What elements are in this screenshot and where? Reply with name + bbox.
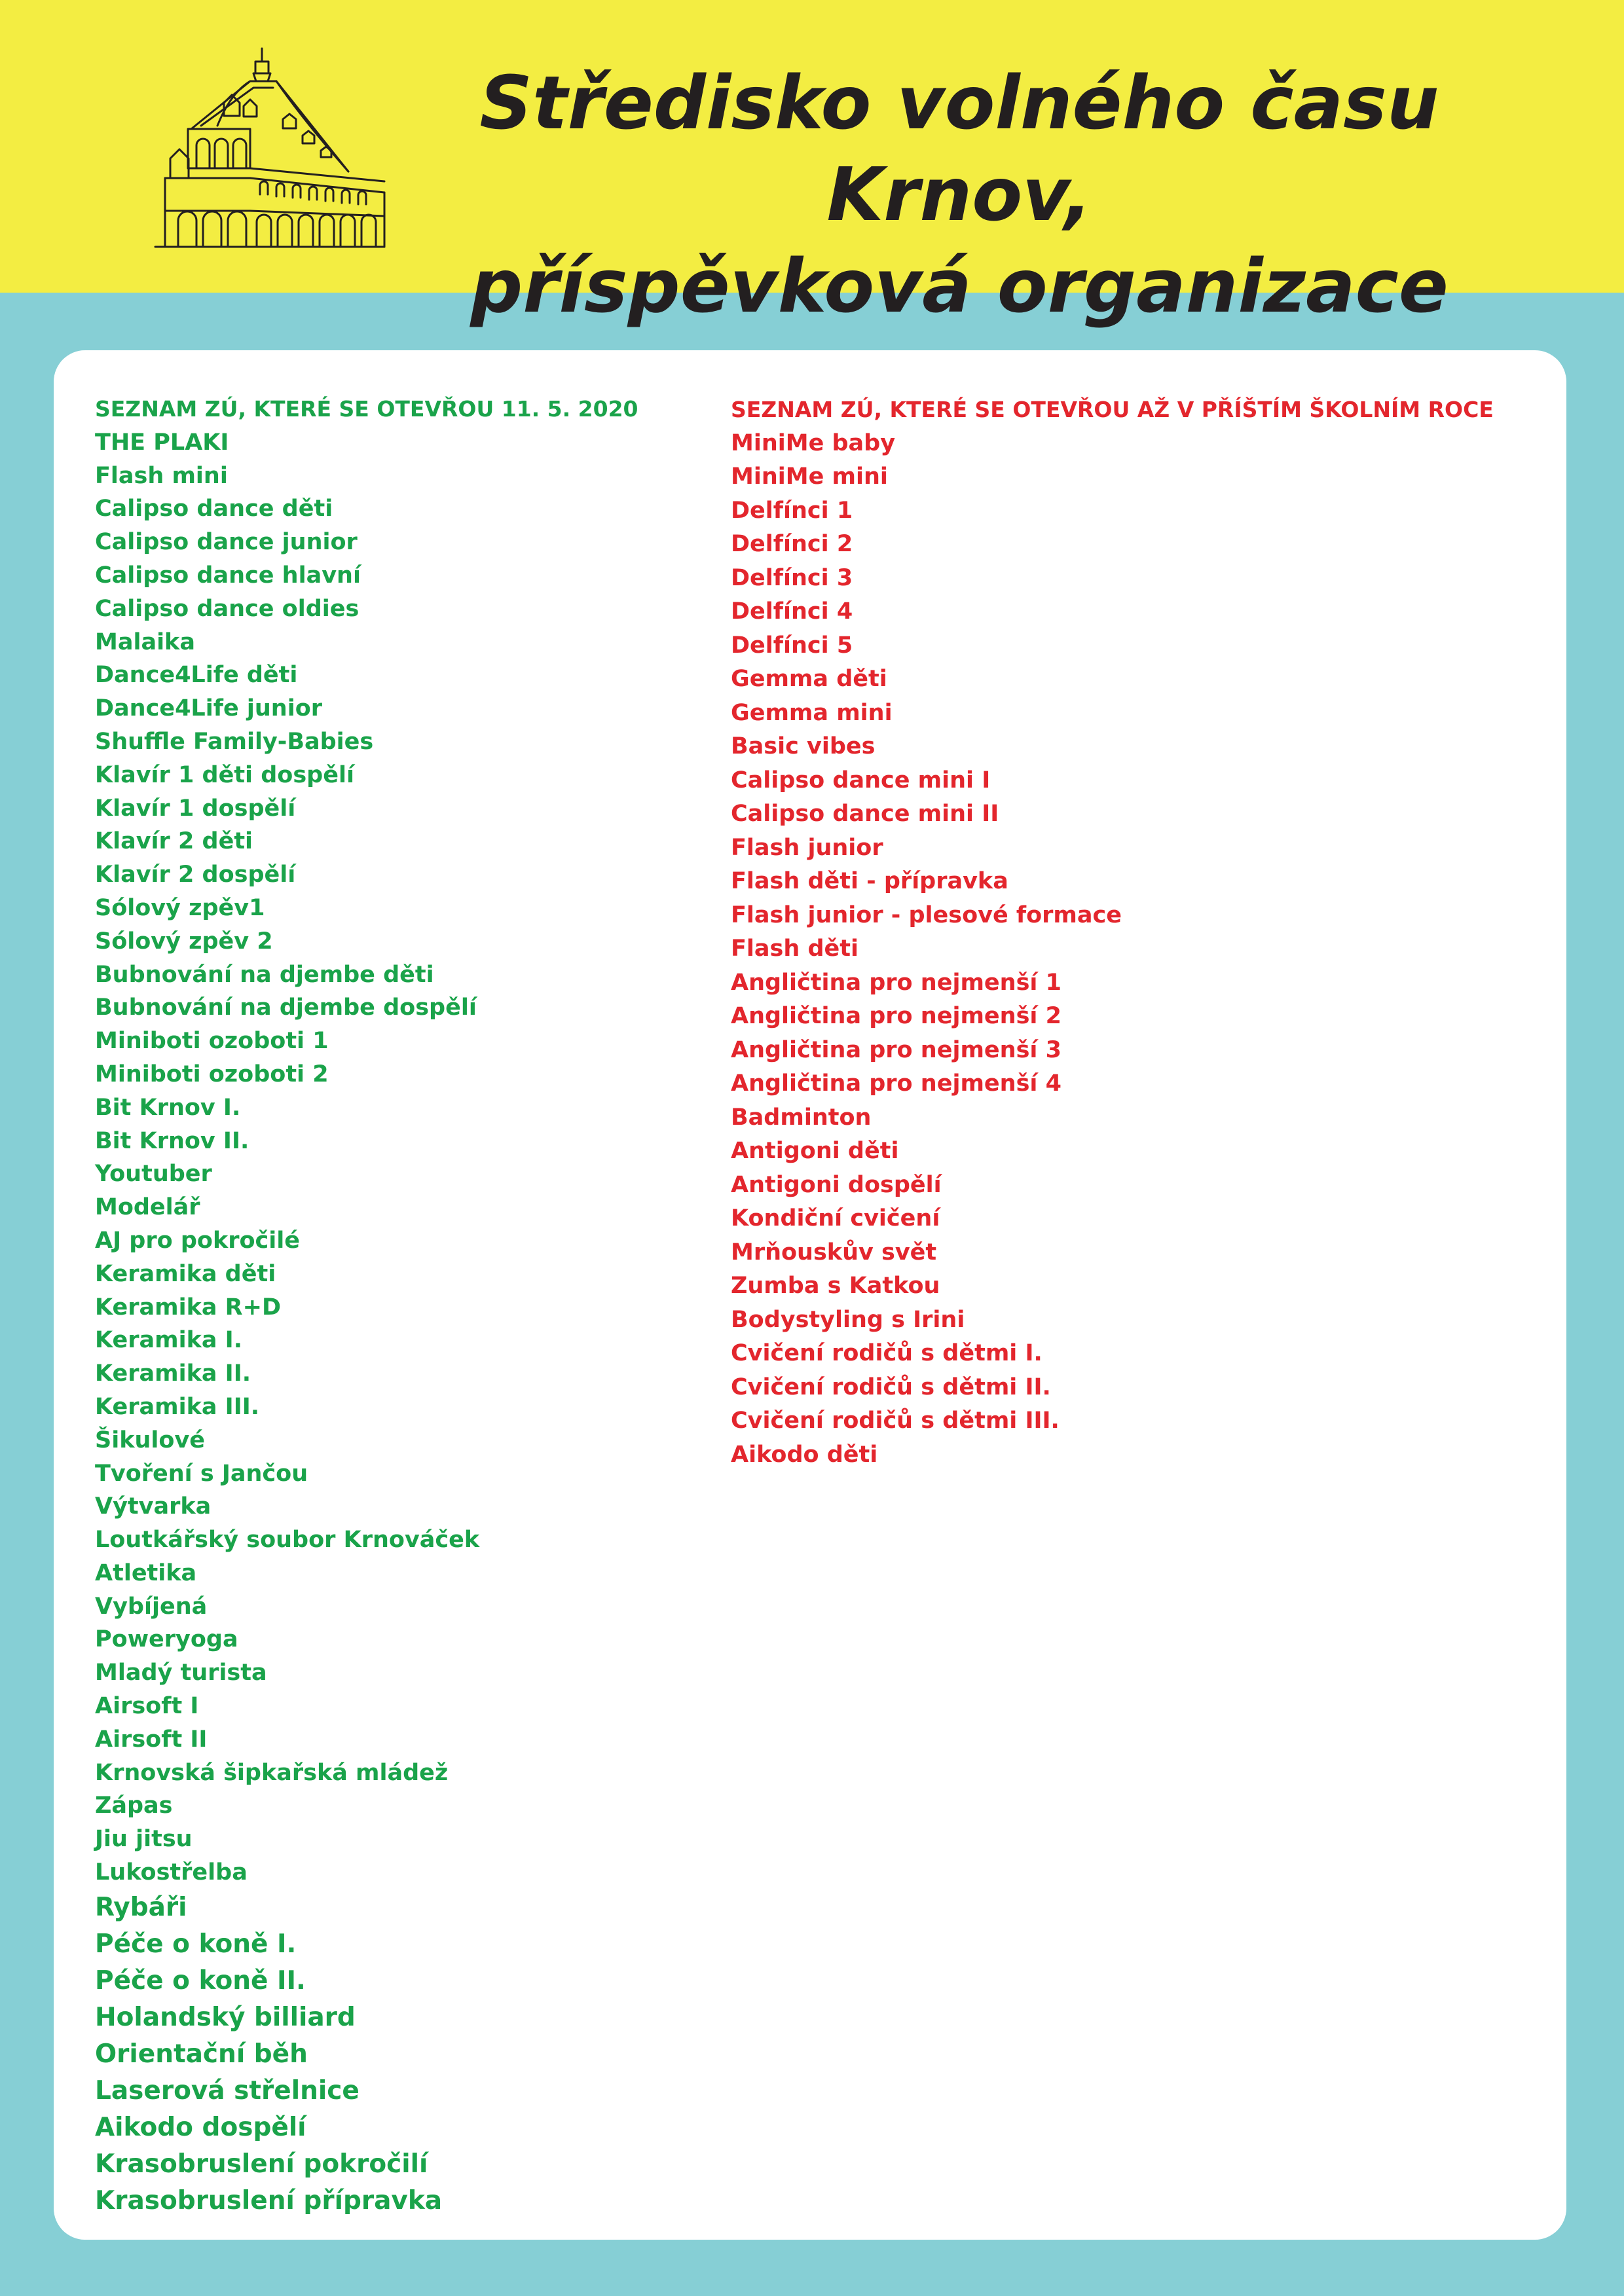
- list-item: Antigoni děti: [731, 1138, 899, 1164]
- list-item: Keramika děti: [95, 1260, 276, 1287]
- list-item: Cvičení rodičů s dětmi II.: [731, 1374, 1051, 1400]
- list-item: Bubnování na djembe dospělí: [95, 994, 477, 1021]
- list-item: Kondiční cvičení: [731, 1205, 940, 1231]
- list-item: Gemma mini: [731, 699, 893, 726]
- list-item: Cvičení rodičů s dětmi III.: [731, 1408, 1060, 1434]
- list-item: Badminton: [731, 1104, 872, 1131]
- list-item: Gemma děti: [731, 666, 887, 692]
- next-year-list-heading: SEZNAM ZÚ, KTERÉ SE OTEVŘOU AŽ V PŘÍŠTÍM ŠKOLNÍM ROCE: [731, 397, 1494, 422]
- list-item: Klavír 1 děti dospělí: [95, 761, 354, 788]
- list-item: Rybáři: [95, 1892, 187, 1922]
- list-item: Miniboti ozoboti 2: [95, 1061, 329, 1087]
- list-item: Bit Krnov II.: [95, 1127, 249, 1154]
- list-item: Bubnování na djembe děti: [95, 961, 434, 988]
- list-item: Dance4Life junior: [95, 695, 323, 722]
- list-item: Aikodo děti: [731, 1441, 878, 1468]
- list-item: Krnovská šipkařská mládež: [95, 1759, 449, 1786]
- list-item: Calipso dance děti: [95, 496, 333, 522]
- list-item: Tvoření s Jančou: [95, 1460, 308, 1487]
- list-item: Delfínci 4: [731, 598, 853, 625]
- list-item: Flash děti - přípravka: [731, 868, 1008, 894]
- list-item: Sólový zpěv1: [95, 894, 265, 921]
- list-item: Aikodo dospělí: [95, 2112, 306, 2142]
- list-item: Calipso dance mini II: [731, 801, 999, 827]
- open-list: [95, 393, 638, 2219]
- list-item: Flash junior - plesové formace: [731, 902, 1122, 928]
- list-item: Delfínci 5: [731, 632, 853, 659]
- list-item: Loutkářský soubor Krnováček: [95, 1527, 480, 1554]
- list-item: Zápas: [95, 1793, 173, 1819]
- list-item: Angličtina pro nejmenší 1: [731, 969, 1061, 996]
- list-item: Krasobruslení přípravka: [95, 2185, 443, 2215]
- list-item: Airsoft I: [95, 1693, 199, 1720]
- list-item: Flash děti: [731, 936, 858, 962]
- list-item: Antigoni dospělí: [731, 1171, 942, 1198]
- list-item: THE PLAKI: [95, 429, 229, 456]
- list-item: Basic vibes: [731, 733, 876, 759]
- list-item: Calipso dance mini I: [731, 767, 991, 793]
- list-item: Krasobruslení pokročilí: [95, 2149, 428, 2179]
- list-item: Holandský billiard: [95, 2002, 356, 2032]
- list-item: Shuffle Family-Babies: [95, 728, 374, 755]
- list-item: Airsoft II: [95, 1726, 208, 1753]
- page-title: [380, 58, 1539, 333]
- open-list-heading: SEZNAM ZÚ, KTERÉ SE OTEVŘOU 11. 5. 2020: [95, 396, 638, 422]
- list-item: Calipso dance oldies: [95, 595, 360, 622]
- list-item: Jiu jitsu: [95, 1826, 193, 1853]
- list-item: Mladý turista: [95, 1660, 267, 1686]
- list-item: Péče o koně I.: [95, 1929, 297, 1959]
- title-line-2: příspěvková organizace: [470, 244, 1449, 329]
- list-item: Keramika I.: [95, 1327, 242, 1354]
- list-item: Flash junior: [731, 834, 883, 861]
- header-banner: [0, 0, 1624, 329]
- list-item: Youtuber: [95, 1161, 212, 1188]
- list-item: Malaika: [95, 629, 195, 655]
- list-item: Laserová střelnice: [95, 2075, 360, 2105]
- list-item: Keramika R+D: [95, 1294, 281, 1321]
- building-logo-icon: [152, 47, 388, 253]
- list-item: Vybíjená: [95, 1593, 208, 1620]
- list-item: Orientační běh: [95, 2039, 308, 2069]
- list-item: MiniMe mini: [731, 464, 888, 490]
- list-item: Keramika II.: [95, 1360, 251, 1387]
- list-item: Atletika: [95, 1559, 197, 1586]
- list-item: Zumba s Katkou: [731, 1273, 940, 1299]
- list-item: Delfínci 1: [731, 497, 853, 524]
- list-item: Delfínci 3: [731, 564, 853, 591]
- list-item: Klavír 2 dospělí: [95, 862, 296, 888]
- list-item: Péče o koně II.: [95, 1965, 306, 1995]
- next-year-list: [731, 393, 1494, 1472]
- list-item: Šikulové: [95, 1427, 205, 1453]
- list-item: Bit Krnov I.: [95, 1094, 241, 1121]
- list-item: Angličtina pro nejmenší 4: [731, 1070, 1061, 1097]
- list-item: Klavír 1 dospělí: [95, 795, 296, 822]
- list-item: Angličtina pro nejmenší 2: [731, 1003, 1061, 1029]
- list-item: Cvičení rodičů s dětmi I.: [731, 1340, 1043, 1366]
- list-item: Calipso dance junior: [95, 529, 358, 556]
- list-item: Klavír 2 děti: [95, 828, 253, 855]
- list-item: Miniboti ozoboti 1: [95, 1028, 329, 1055]
- list-item: Mrňouskův svět: [731, 1239, 937, 1266]
- list-item: Delfínci 2: [731, 531, 853, 557]
- list-item: Bodystyling s Irini: [731, 1306, 965, 1333]
- list-item: Keramika III.: [95, 1393, 260, 1420]
- list-item: Modelář: [95, 1194, 200, 1221]
- list-item: Flash mini: [95, 462, 228, 489]
- list-item: Lukostřelba: [95, 1859, 248, 1886]
- list-item: Poweryoga: [95, 1626, 238, 1653]
- list-item: Calipso dance hlavní: [95, 562, 361, 589]
- list-item: Dance4Life děti: [95, 662, 298, 689]
- title-line-1: Středisko volného času Krnov,: [479, 61, 1439, 238]
- list-item: MiniMe baby: [731, 429, 896, 456]
- list-item: Sólový zpěv 2: [95, 928, 273, 955]
- list-item: Výtvarka: [95, 1493, 212, 1520]
- list-item: AJ pro pokročilé: [95, 1227, 301, 1254]
- list-item: Angličtina pro nejmenší 3: [731, 1036, 1061, 1063]
